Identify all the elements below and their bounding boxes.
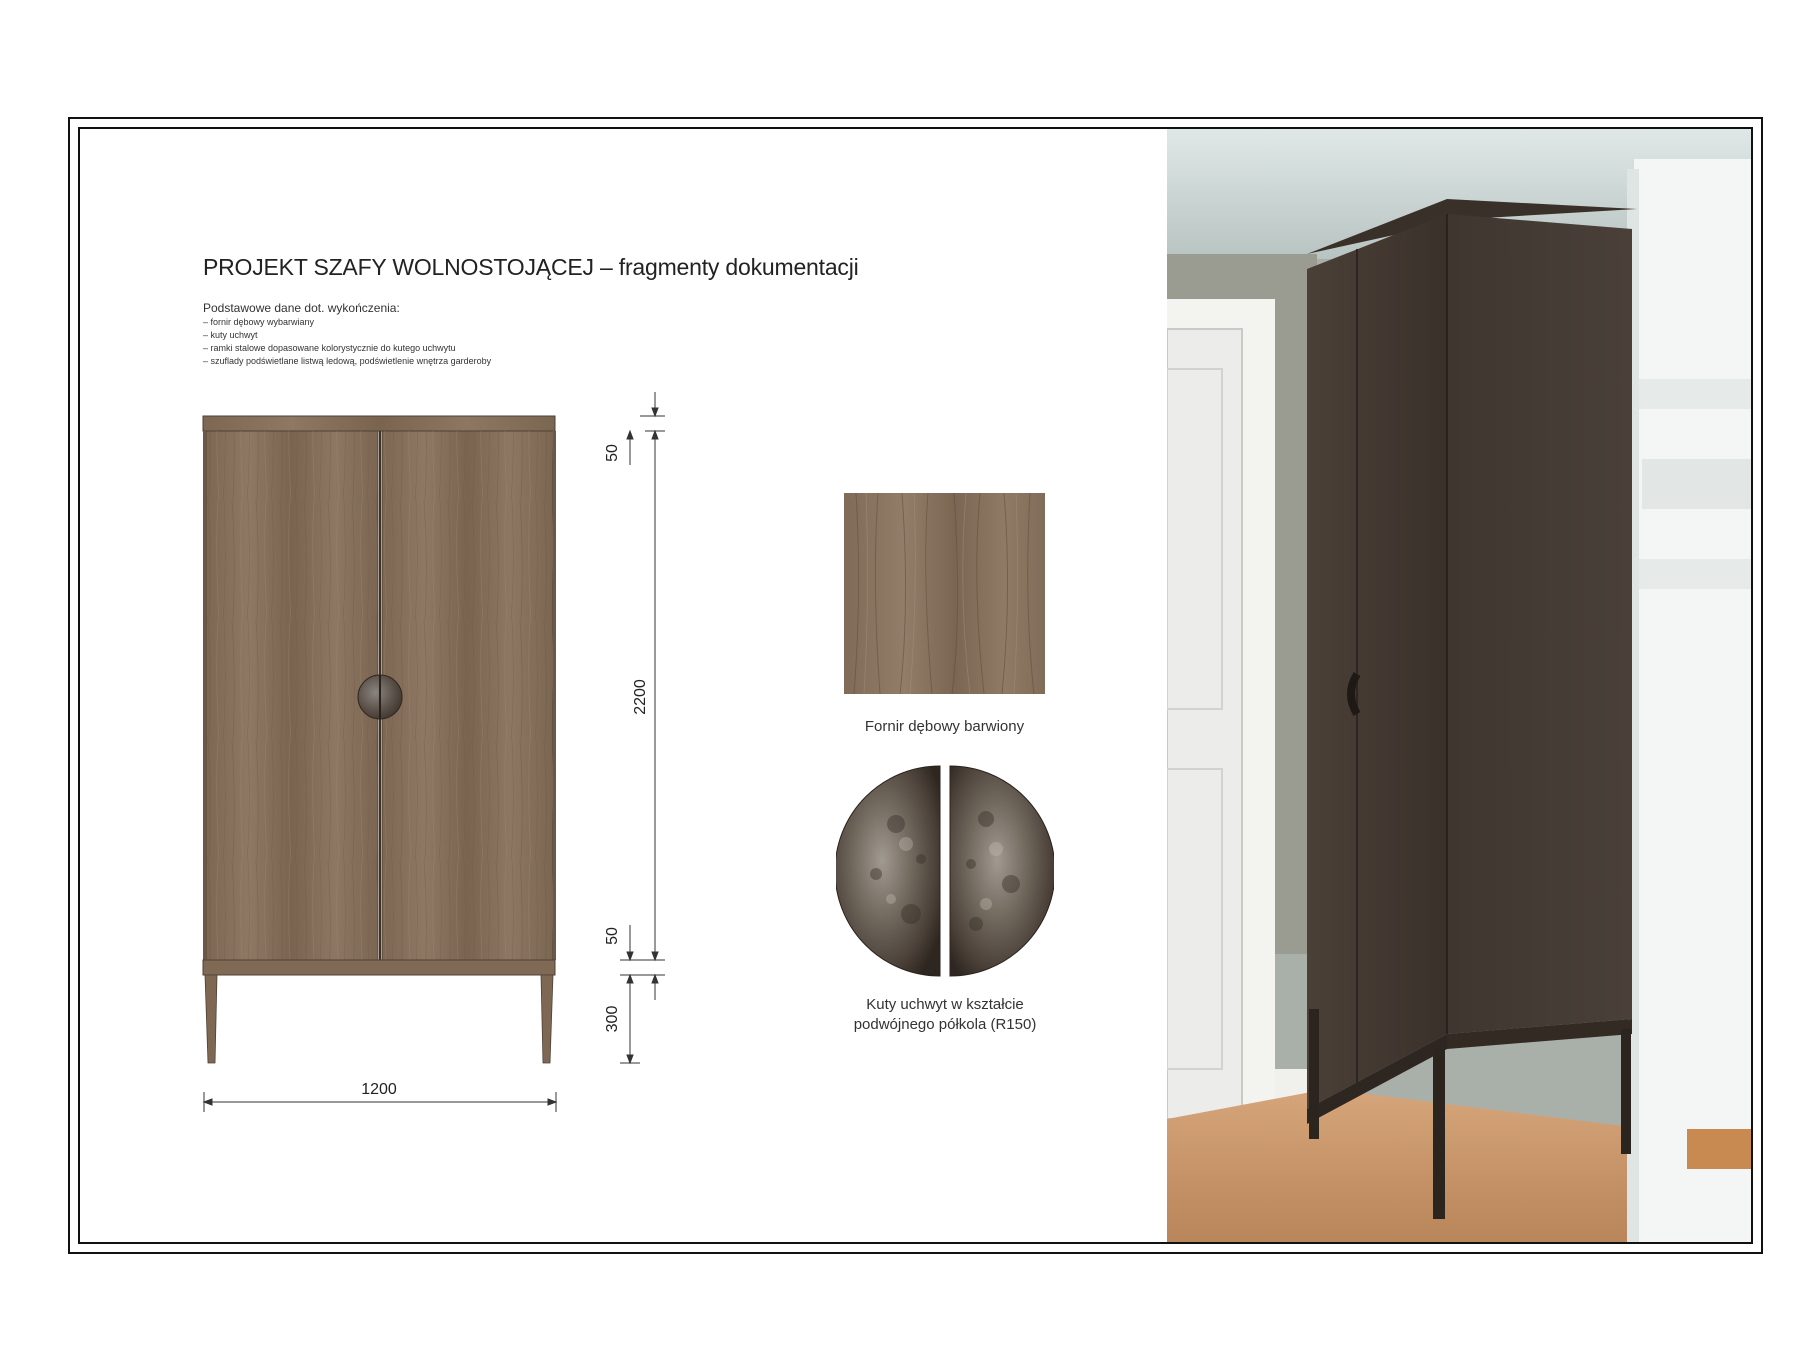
wardrobe-top bbox=[203, 416, 555, 431]
specs-heading: Podstawowe dane dot. wykończenia: bbox=[203, 301, 400, 315]
document-title: PROJEKT SZAFY WOLNOSTOJĄCEJ – fragmenty dokumentacji bbox=[203, 254, 859, 280]
white-column bbox=[1634, 159, 1751, 1242]
dim-top-label: 50 bbox=[604, 444, 621, 462]
dim-width-label: 1200 bbox=[361, 1081, 397, 1098]
handle-caption-line2: podwójnego półkola (R150) bbox=[853, 1016, 1037, 1033]
dim-bottom-label: 50 bbox=[604, 927, 621, 945]
spec-item: – kuty uchwyt bbox=[203, 330, 258, 340]
photo-wardrobe-side bbox=[1447, 214, 1632, 1034]
handle-sample bbox=[836, 764, 1054, 978]
door bbox=[1167, 329, 1242, 1119]
handle-caption bbox=[820, 995, 1070, 1035]
wardrobe-leg-left bbox=[205, 975, 217, 1063]
veneer-sample bbox=[844, 493, 1045, 694]
handle-left-half bbox=[836, 766, 940, 976]
handle-caption-line1: Kuty uchwyt w kształcie bbox=[866, 996, 1024, 1013]
handle-right-half bbox=[950, 766, 1054, 976]
dim-legs-label: 300 bbox=[604, 1005, 621, 1033]
spec-item: – szuflady podświetlane listwą ledową, podświetlenie wnętrza garderoby bbox=[203, 356, 492, 366]
photo-leg bbox=[1433, 1049, 1445, 1219]
spec-item: – ramki stalowe dopasowane kolorystycznie do kutego uchwytu bbox=[203, 343, 456, 353]
spec-item: – fornir dębowy wybarwiany bbox=[203, 317, 315, 327]
dim-height-label: 2200 bbox=[632, 679, 649, 715]
photo-leg bbox=[1621, 1029, 1631, 1154]
finish-specs bbox=[203, 301, 491, 368]
wardrobe-photo bbox=[1167, 129, 1751, 1242]
wardrobe-front-drawing bbox=[180, 380, 700, 1140]
wardrobe-leg-right bbox=[541, 975, 553, 1063]
wardrobe-base bbox=[203, 960, 555, 975]
photo-leg bbox=[1309, 1009, 1319, 1139]
veneer-caption: Fornir dębowy barwiony bbox=[864, 718, 1025, 735]
photo-wardrobe-front bbox=[1307, 214, 1447, 1109]
